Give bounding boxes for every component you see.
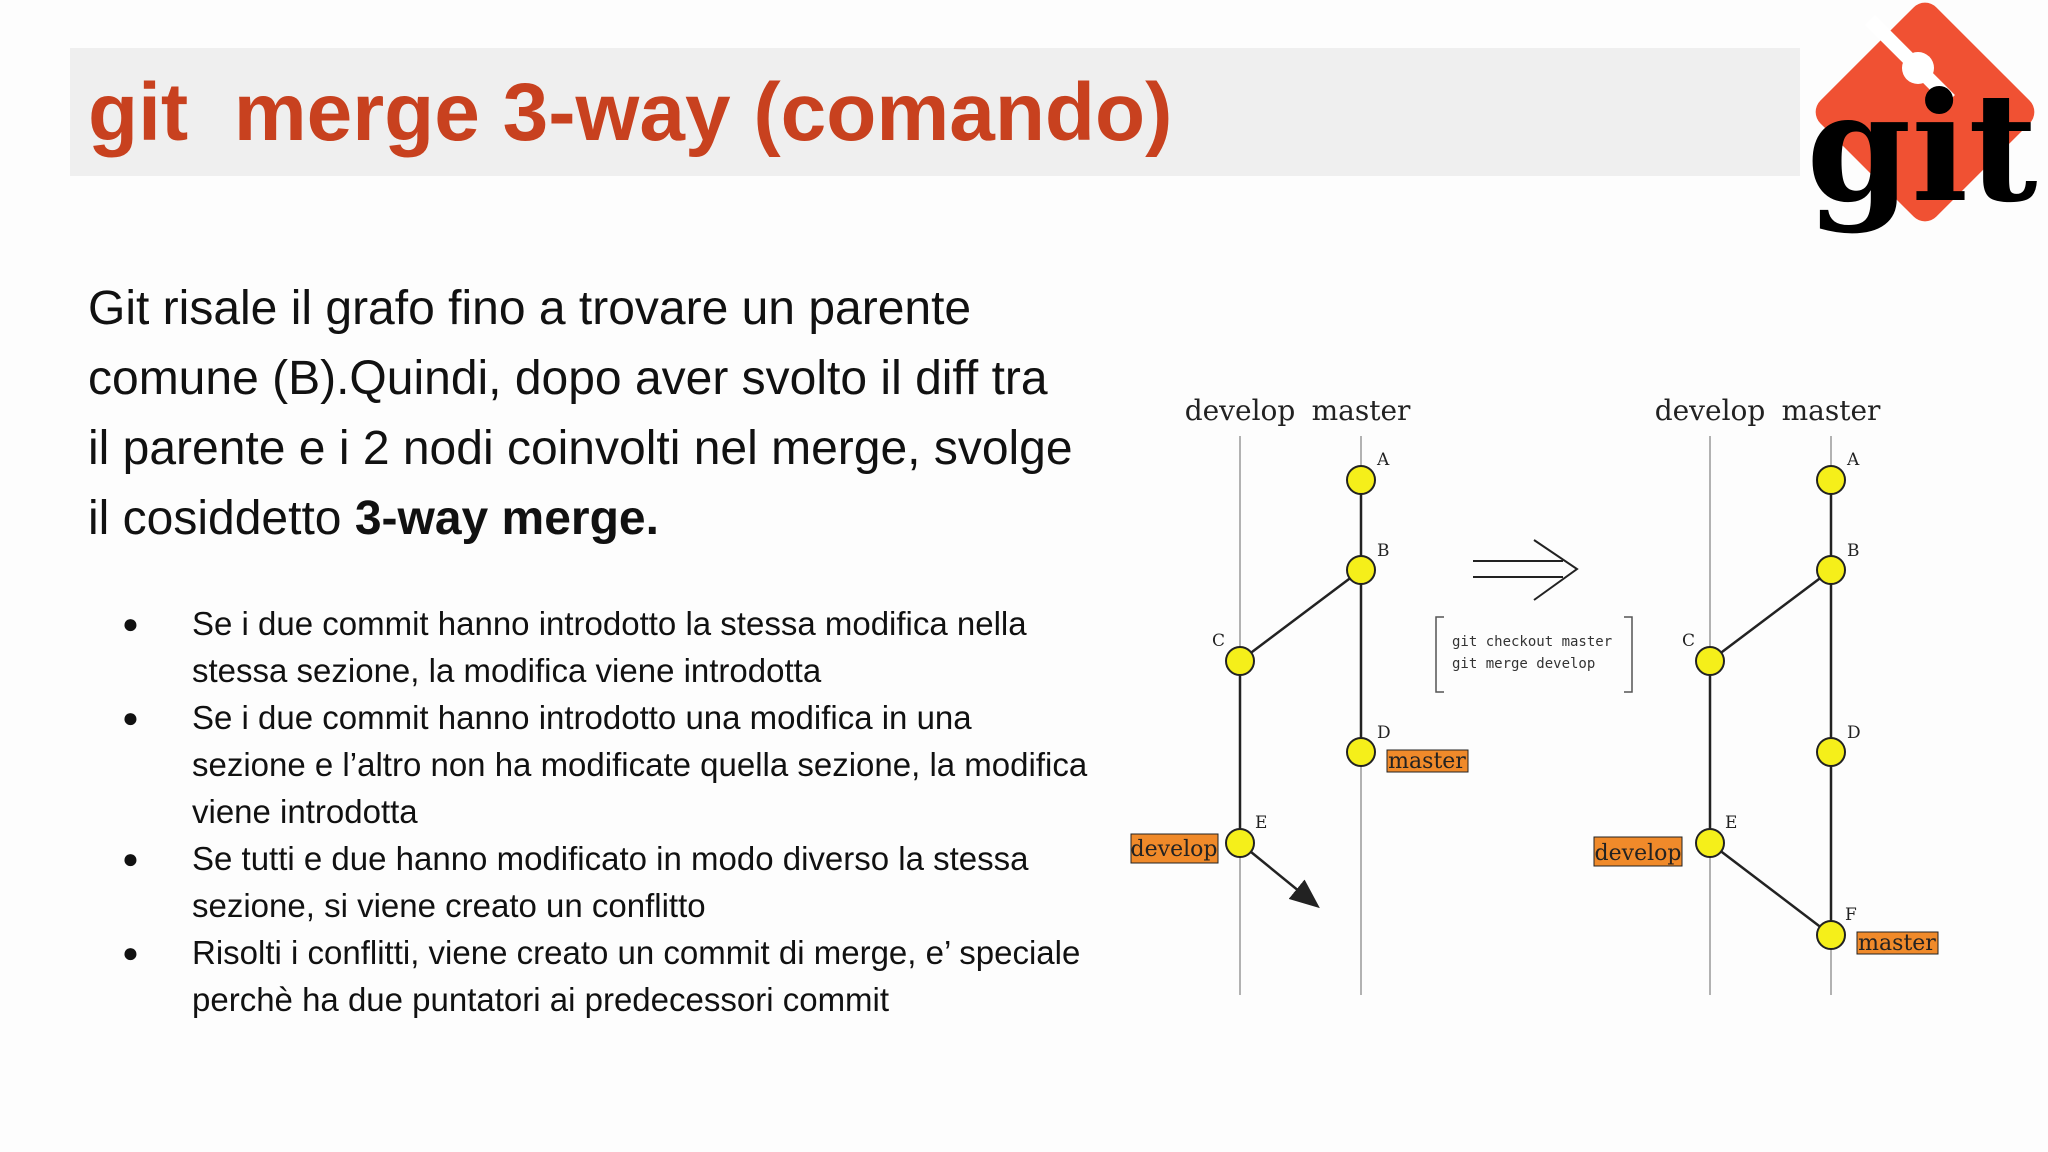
node-label-e: E <box>1725 813 1738 833</box>
node-label-d: D <box>1847 723 1861 743</box>
node-label-b: B <box>1377 541 1390 561</box>
branch-edge <box>1710 570 1831 661</box>
node-label-a: A <box>1847 450 1860 470</box>
commit-node-d <box>1347 738 1375 766</box>
commit-node-c <box>1226 647 1254 675</box>
commit-node-e <box>1696 829 1724 857</box>
bullet-item <box>88 835 1088 929</box>
bullet-dot: ● <box>122 843 139 874</box>
intro-bold: 3-way merge. <box>354 492 659 545</box>
master-header: master <box>1311 394 1411 427</box>
intro-text: Git risale il grafo fino a trovare un parente comune (B).Quindi, dopo aver svolto il diff tra il parente e i 2 nodi coinvolti nel merge, svolge il cosiddetto <box>88 282 1073 545</box>
bullet-text: Se i due commit hanno introdotto la stessa modifica nella stessa sezione, la modifica viene introdotta <box>192 605 1027 689</box>
node-label-a: A <box>1377 450 1390 470</box>
node-label-d: D <box>1377 723 1391 743</box>
bullet-dot: ● <box>122 937 139 968</box>
commit-node-e <box>1226 829 1254 857</box>
node-label-c: C <box>1682 631 1696 651</box>
master-tag-label: master <box>1388 749 1466 774</box>
merge-edge <box>1710 843 1831 935</box>
branch-edge <box>1240 570 1361 661</box>
bullet-list <box>88 600 1088 1023</box>
command-line-checkout: git checkout master <box>1452 634 1613 650</box>
bullet-item <box>88 694 1088 835</box>
git-logo-icon <box>1800 0 2048 250</box>
after-graph <box>1594 394 1938 995</box>
develop-header: develop <box>1654 394 1766 427</box>
develop-tag-label: develop <box>1594 841 1682 866</box>
logo-text: git <box>1806 60 2038 236</box>
commit-node-c <box>1696 647 1724 675</box>
node-label-b: B <box>1847 541 1860 561</box>
master-header: master <box>1781 394 1881 427</box>
bullet-item <box>88 929 1088 1023</box>
slide-title: git merge 3-way (comando) <box>88 67 1173 158</box>
double-arrow-right-icon <box>1473 540 1577 600</box>
node-label-e: E <box>1255 813 1268 833</box>
before-graph <box>1131 394 1468 995</box>
master-tag-label: master <box>1858 931 1936 956</box>
bullet-text: Se i due commit hanno introdotto una modifica in una sezione e l’altro non ha modificate quella sezione, la modifica viene introdotta <box>192 699 1088 830</box>
bullet-dot: ● <box>122 702 139 733</box>
command-line-merge: git merge develop <box>1452 656 1596 672</box>
commit-node-b <box>1347 556 1375 584</box>
commit-node-d <box>1817 738 1845 766</box>
commit-node-b <box>1817 556 1845 584</box>
commit-node-a <box>1817 466 1845 494</box>
develop-tag-label: develop <box>1130 837 1218 862</box>
bullet-text: Se tutti e due hanno modificato in modo diverso la stessa sezione, si viene creato un conflitto <box>192 840 1029 924</box>
commit-node-a <box>1347 466 1375 494</box>
node-label-c: C <box>1212 631 1226 651</box>
commit-node-f <box>1817 921 1845 949</box>
intro-paragraph <box>88 274 1078 554</box>
develop-header: develop <box>1184 394 1296 427</box>
node-label-f: F <box>1845 905 1857 925</box>
bullet-text: Risolti i conflitti, viene creato un commit di merge, e’ speciale perchè ha due puntatori ai predecessori commit <box>192 934 1081 1018</box>
bullet-dot: ● <box>122 608 139 639</box>
command-box <box>1436 617 1632 692</box>
merge-diagram <box>1120 380 2020 1020</box>
bullet-item <box>88 600 1088 694</box>
